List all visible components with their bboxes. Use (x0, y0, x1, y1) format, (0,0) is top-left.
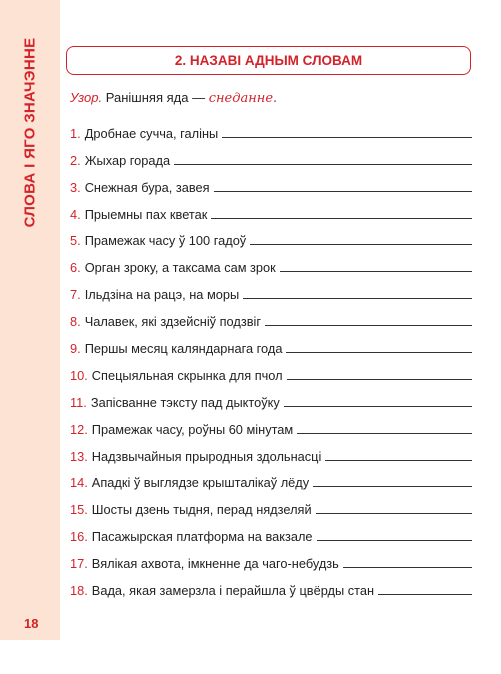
task-heading (66, 46, 471, 75)
exercise-item (70, 383, 472, 410)
answer-line[interactable] (280, 271, 472, 272)
item-number: 3. (70, 179, 81, 195)
item-number: 15. (70, 502, 88, 518)
item-text: Орган зроку, а таксама сам зрок (84, 260, 276, 276)
item-text: Першы месяц каляндарнага года (84, 341, 283, 357)
answer-line[interactable] (211, 218, 472, 219)
sample-text: Ранішняя яда — (105, 90, 206, 105)
answer-line[interactable] (174, 164, 472, 165)
section-title (6, 37, 54, 227)
item-text: Жыхар горада (84, 152, 171, 168)
item-number: 11. (70, 394, 87, 410)
exercise-item (70, 195, 472, 222)
item-number: 13. (70, 448, 88, 464)
exercise-item (70, 114, 472, 141)
exercise-item (70, 141, 472, 168)
item-number: 16. (70, 529, 88, 545)
answer-line[interactable] (325, 460, 472, 461)
answer-line[interactable] (222, 137, 472, 138)
item-text: Ападкі ў выглядзе крышталікаў лёду (91, 475, 310, 491)
item-text: Прамежак часу, роўны 60 мінутам (91, 421, 294, 437)
answer-line[interactable] (317, 540, 472, 541)
sample-answer: снеданне. (208, 91, 278, 106)
exercise-item (70, 222, 472, 249)
exercise-item (70, 248, 472, 275)
exercise-item (70, 571, 472, 598)
item-number: 17. (70, 556, 88, 572)
item-text: Надзвычайныя прыродныя здольнасці (91, 448, 322, 464)
item-text: Ільдзіна на рацэ, на моры (84, 287, 240, 303)
item-number: 5. (70, 233, 81, 249)
exercise-item (70, 275, 472, 302)
answer-line[interactable] (286, 352, 472, 353)
exercise-item (70, 329, 472, 356)
item-text: Вялікая ахвота, імкненне да чаго-небудзь (91, 556, 339, 572)
answer-line[interactable] (343, 567, 472, 568)
exercise-item (70, 544, 472, 571)
answer-line[interactable] (243, 298, 472, 299)
item-text: Шосты дзень тыдня, перад нядзеляй (91, 502, 312, 518)
task-heading-text: 2. НАЗАВІ АДНЫМ СЛОВАМ (174, 53, 363, 68)
item-number: 9. (70, 341, 81, 357)
exercise-list (70, 114, 472, 598)
item-number: 10. (70, 367, 88, 383)
item-number: 7. (70, 287, 81, 303)
sample-line (70, 90, 277, 106)
page-number: 18 (24, 616, 39, 631)
item-number: 12. (70, 421, 88, 437)
item-text: Прыемны пах кветак (84, 206, 208, 222)
exercise-item (70, 517, 472, 544)
answer-line[interactable] (297, 433, 472, 434)
item-number: 2. (70, 152, 81, 168)
item-text: Дробнае сучча, галіны (84, 125, 219, 141)
item-text: Снежная бура, завея (84, 179, 210, 195)
item-number: 14. (70, 475, 88, 491)
answer-line[interactable] (313, 486, 472, 487)
exercise-item (70, 302, 472, 329)
exercise-item (70, 410, 472, 437)
item-text: Прамежак часу ў 100 гадоў (84, 233, 247, 249)
item-number: 4. (70, 206, 81, 222)
section-title-text: СЛОВА І ЯГО ЗНАЧЭННЕ (21, 37, 39, 227)
exercise-item (70, 464, 472, 491)
exercise-item (70, 168, 472, 195)
item-text: Спецыяльная скрынка для пчол (91, 367, 283, 383)
sample-label: Узор. (70, 90, 103, 105)
answer-line[interactable] (287, 379, 472, 380)
answer-line[interactable] (284, 406, 472, 407)
item-number: 6. (70, 260, 81, 276)
item-text: Вада, якая замерзла і перайшла ў цвёрды стан (91, 583, 375, 599)
answer-line[interactable] (214, 191, 472, 192)
answer-line[interactable] (316, 513, 472, 514)
exercise-item (70, 356, 472, 383)
answer-line[interactable] (378, 594, 472, 595)
exercise-item (70, 437, 472, 464)
answer-line[interactable] (250, 244, 472, 245)
answer-line[interactable] (265, 325, 472, 326)
item-number: 1. (70, 125, 81, 141)
item-number: 18. (70, 583, 88, 599)
item-number: 8. (70, 314, 81, 330)
exercise-item (70, 490, 472, 517)
item-text: Чалавек, які здзейсніў подзвіг (84, 314, 262, 330)
item-text: Пасажырская платформа на вакзале (91, 529, 313, 545)
item-text: Запісванне тэксту пад дыктоўку (90, 394, 280, 410)
